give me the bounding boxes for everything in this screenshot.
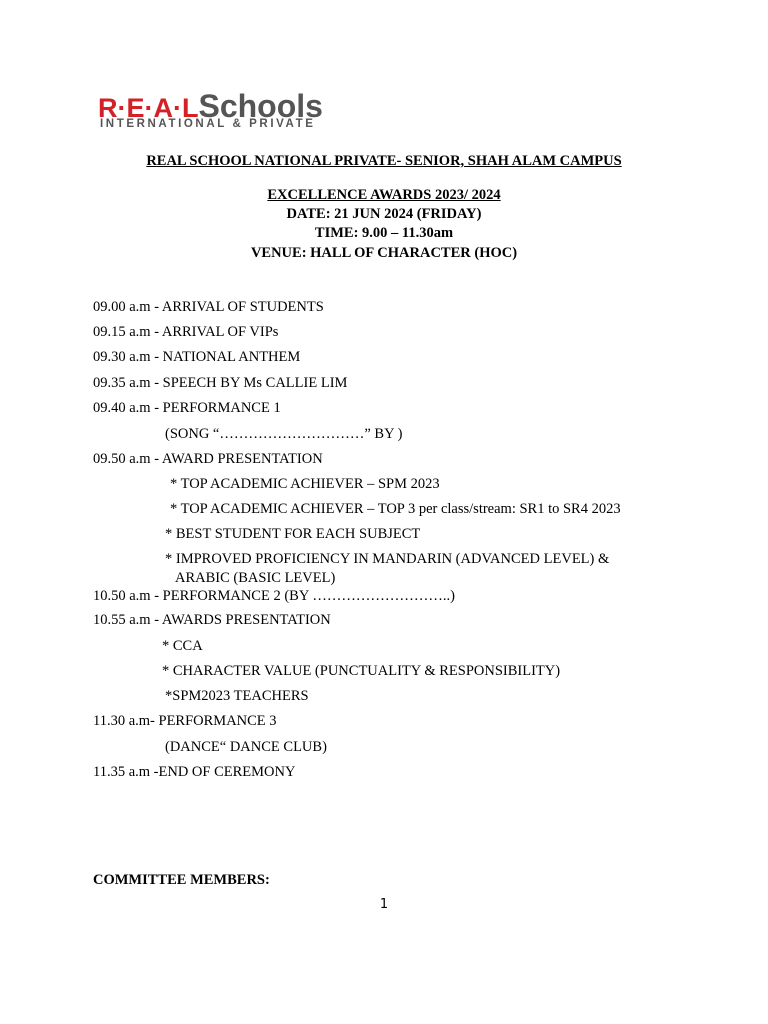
event-time: TIME: 9.00 – 11.30am [314,225,454,241]
schedule-subitem: * CHARACTER VALUE (PUNCTUALITY & RESPONSIBILITY) [162,663,561,679]
schedule-subitem: * CCA [162,638,203,654]
schedule-item: 09.40 a.m - PERFORMANCE 1 [93,400,281,416]
schedule-item: 11.35 a.m -END OF CEREMONY [93,764,296,780]
schedule-subitem: ARABIC (BASIC LEVEL) [175,570,336,586]
schedule-subitem: * IMPROVED PROFICIENCY IN MANDARIN (ADVANCED LEVEL) & [165,551,610,567]
schedule-item: 09.15 a.m - ARRIVAL OF VIPs [93,324,279,340]
schedule-subitem: * TOP ACADEMIC ACHIEVER – TOP 3 per class/stream: SR1 to SR4 2023 [170,501,621,517]
school-logo [98,90,428,134]
school-name-heading: REAL SCHOOL NATIONAL PRIVATE- SENIOR, SHAH ALAM CAMPUS [146,153,622,169]
event-date: DATE: 21 JUN 2024 (FRIDAY) [286,206,482,222]
event-venue: VENUE: HALL OF CHARACTER (HOC) [250,245,518,261]
schedule-subitem: (DANCE“ DANCE CLUB) [165,739,327,755]
schedule-subitem: (SONG “…………………………” BY ) [165,426,403,442]
event-title: EXCELLENCE AWARDS 2023/ 2024 [267,187,501,203]
logo-schools: Schools [198,88,323,124]
logo-real: R·E·A·L [98,93,199,123]
schedule-item: 09.30 a.m - NATIONAL ANTHEM [93,349,301,365]
schedule-item: 10.50 a.m - PERFORMANCE 2 (BY ………………………..) [93,588,455,604]
schedule-item: 11.30 a.m- PERFORMANCE 3 [93,713,277,729]
schedule-item: 09.50 a.m - AWARD PRESENTATION [93,451,323,467]
schedule-subitem: * TOP ACADEMIC ACHIEVER – SPM 2023 [170,476,440,492]
schedule-subitem: * BEST STUDENT FOR EACH SUBJECT [165,526,421,542]
schedule-item: 09.00 a.m - ARRIVAL OF STUDENTS [93,299,324,315]
schedule-item: 10.55 a.m - AWARDS PRESENTATION [93,612,331,628]
committee-heading: COMMITTEE MEMBERS: [93,872,270,888]
schedule-subitem: *SPM2023 TEACHERS [165,688,309,704]
logo-subtitle: INTERNATIONAL & PRIVATE [100,118,316,130]
page-number: 1 [379,897,389,912]
schedule-item: 09.35 a.m - SPEECH BY Ms CALLIE LIM [93,375,348,391]
